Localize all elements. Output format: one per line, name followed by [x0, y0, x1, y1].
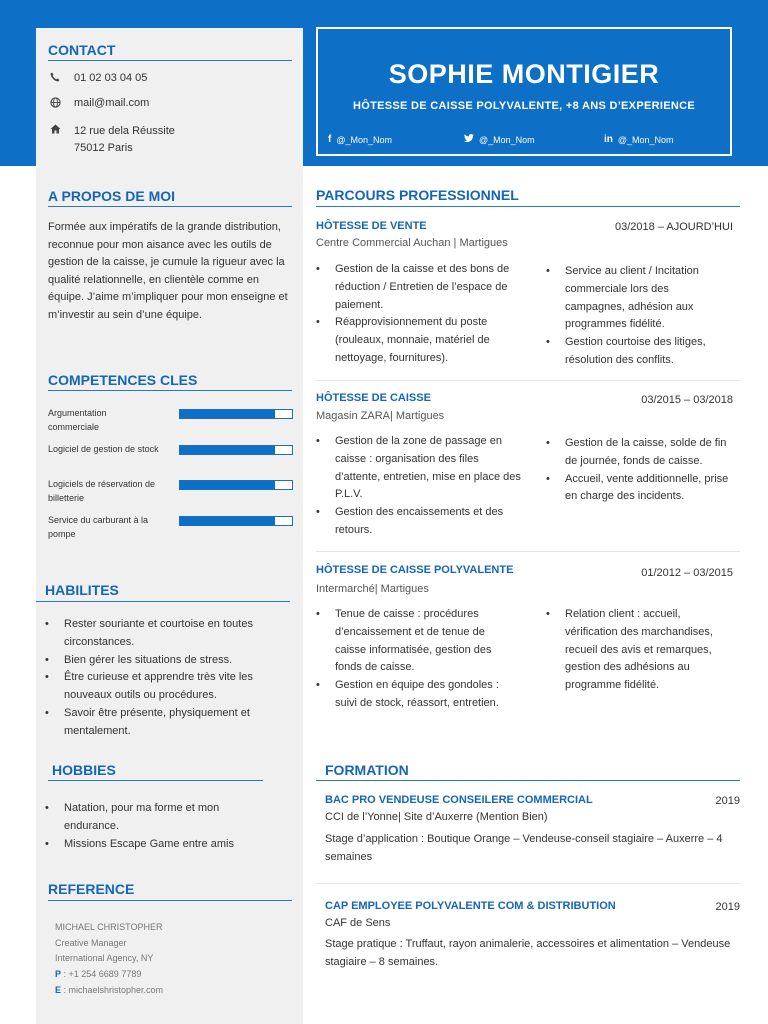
skill-bar-fill: [180, 446, 275, 454]
contact-email[interactable]: [48, 97, 149, 111]
job-title: HÔTESSE DE VENTE: [316, 220, 427, 232]
degree-school: CAF de Sens: [325, 917, 391, 929]
degree-school: CCI de l’Yonne| Site d’Auxerre (Mention Bien): [325, 811, 548, 823]
home-icon: [48, 123, 62, 156]
job-date: 03/2015 – 03/2018: [641, 394, 733, 406]
list-item: • Gestion de la caisse, solde de fin de journée, fonds de caisse.: [546, 435, 738, 471]
list-item: • Être curieuse et apprendre très vite les nouveaux outils ou procédures.: [45, 669, 285, 705]
skill-label: Service du carburant à la pompe: [48, 515, 149, 539]
skill-bar: [179, 445, 293, 455]
job-separator: [316, 380, 740, 381]
twitter-icon: [464, 134, 474, 146]
social-linkedin-label: @_Mon_Nom: [617, 134, 674, 145]
contact-address: [48, 123, 175, 156]
formation-title: FORMATION: [325, 762, 409, 778]
formation-separator: [316, 883, 740, 884]
address-line-2: 75012 Paris: [74, 141, 133, 154]
about-divider: [48, 206, 292, 207]
list-item: • Réapprovisionnement du poste (rouleaux, monnaie, matériel de nettoyage, fournitures).: [316, 314, 526, 367]
reference-divider: [48, 900, 292, 901]
reference-role: Creative Manager: [55, 937, 127, 948]
skill-bar: [179, 516, 293, 526]
contact-email-text: mail@mail.com: [74, 97, 150, 109]
skill-bar-fill: [180, 517, 275, 525]
skill-bar-fill: [180, 410, 275, 418]
reference-phone[interactable]: P : +1 254 6689 7789: [55, 969, 142, 980]
hobbies-divider: [48, 780, 263, 781]
list-item: • Gestion de la caisse et des bons de réduction / Entretien de l’espace de paiement.: [316, 261, 526, 314]
list-item: • Natation, pour ma forme et mon endurance.: [45, 800, 265, 836]
full-name: SOPHIE MONTIGIER: [388, 59, 660, 89]
job-date: 03/2018 – AJOURD’HUI: [615, 221, 733, 233]
skills-divider: [48, 390, 292, 391]
about-title: A PROPOS DE MOI: [48, 188, 176, 204]
phone-icon: [48, 72, 62, 85]
degree-year: 2019: [715, 901, 740, 913]
contact-divider: [48, 60, 292, 61]
job-headline: HÔTESSE DE CAISSE POLYVALENTE, +8 ANS D’EXPERIENCE: [353, 100, 695, 112]
list-item: • Gestion des encaissements et des retours.: [316, 504, 521, 540]
list-item: • Accueil, vente additionnelle, prise en charge des incidents.: [546, 471, 738, 507]
degree-title: CAP EMPLOYEE POLYVALENTE COM & DISTRIBUTION: [325, 900, 616, 912]
experience-title: PARCOURS PROFESSIONNEL: [316, 187, 519, 203]
reference-name: MICHAEL CHRISTOPHER: [55, 922, 163, 932]
list-item: • Savoir être présente, physiquement et mentalement.: [45, 705, 285, 741]
list-item: • Rester souriante et courtoise en toutes circonstances.: [45, 616, 285, 652]
social-twitter[interactable]: [464, 134, 535, 146]
job-separator: [316, 551, 740, 552]
skill-bar: [179, 480, 293, 490]
list-item: • Missions Escape Game entre amis: [45, 836, 265, 854]
linkedin-icon: in: [604, 134, 613, 145]
hobbies-title: HOBBIES: [52, 762, 116, 778]
social-linkedin[interactable]: [604, 134, 674, 145]
skill-label: Logiciels de réservation de billetterie: [48, 479, 156, 503]
list-item: • Gestion courtoise des litiges, résolution des conflits.: [546, 334, 724, 370]
list-item: • Gestion en équipe des gondoles : suivi de stock, réassort, entretien.: [316, 677, 516, 713]
degree-year: 2019: [715, 795, 740, 807]
contact-phone-text: 01 02 03 04 05: [74, 72, 148, 84]
job-tasks-right: [546, 606, 736, 695]
address-line-1: 12 rue dela Réussite: [74, 125, 175, 137]
skills-title: COMPETENCES CLES: [48, 372, 198, 388]
degree-title: BAC PRO VENDEUSE CONSEILERE COMMERCIAL: [325, 794, 593, 806]
job-tasks-left: [316, 261, 526, 368]
reference-email[interactable]: E : michaelshristopher.com: [55, 984, 164, 995]
hobbies-list: [45, 800, 265, 853]
degree-description: Stage d’application : Boutique Orange – Vendeuse-conseil stagiaire – Auxerre – 4 semaines: [325, 833, 723, 863]
skill-label: Argumentation commerciale: [48, 408, 107, 432]
habilites-title: HABILITES: [45, 582, 119, 598]
reference-block: [55, 920, 163, 999]
contact-title: CONTACT: [48, 42, 116, 58]
job-company: Magasin ZARA| Martigues: [316, 410, 445, 422]
header-box: [316, 27, 732, 156]
social-twitter-label: @_Mon_Nom: [479, 135, 535, 145]
job-tasks-left: [316, 606, 516, 713]
list-item: • Tenue de caisse : procédures d’encaissement et de tenue de caisse informatisée, gestion des fonds de caisse.: [316, 606, 516, 677]
job-date: 01/2012 – 03/2015: [641, 567, 733, 579]
job-company: Centre Commercial Auchan | Martigues: [316, 237, 508, 249]
list-item: • Service au client / Incitation commerciale lors des campagnes, adhésion aux programmes fidélité.: [546, 263, 724, 334]
contact-phone[interactable]: [48, 72, 147, 85]
job-tasks-right: [546, 263, 724, 370]
degree-description: Stage pratique : Truffaut, rayon animalerie, accessoires et alimentation – Vendeuse stagiaire – 8 semaines.: [325, 938, 731, 968]
experience-divider: [316, 206, 740, 207]
list-item: • Gestion de la zone de passage en caisse : organisation des files d’attente, entretien, mise en place des P.L.V.: [316, 433, 521, 504]
facebook-icon: f: [328, 134, 332, 145]
job-tasks-left: [316, 433, 521, 540]
job-title: HÔTESSE DE CAISSE POLYVALENTE: [316, 564, 514, 576]
skill-bar: [179, 409, 293, 419]
formation-divider: [316, 780, 740, 781]
job-title: HÔTESSE DE CAISSE: [316, 392, 431, 404]
habilites-divider: [36, 601, 290, 602]
skill-bar-fill: [180, 481, 275, 489]
about-text: Formée aux impératifs de la grande distribution, reconnue pour mon aisance avec les outils de gestion de la caisse, je cumule la rigueur avec la qualité relationnelle, en clientèle comme en équipe. J’aime m’impliquer pour mon enseigne et m’investir au sein d’une équipe.: [48, 221, 288, 321]
social-facebook-label: @_Mon_Nom: [336, 134, 393, 145]
reference-company: International Agency, NY: [55, 953, 154, 964]
list-item: • Bien gérer les situations de stress.: [45, 652, 285, 670]
job-company: Intermarché| Martigues: [316, 583, 429, 595]
skill-label: Logiciel de gestion de stock: [48, 444, 159, 454]
habilites-list: [45, 616, 285, 741]
social-facebook[interactable]: [328, 134, 392, 145]
job-tasks-right: [546, 435, 738, 506]
reference-title: REFERENCE: [48, 881, 135, 897]
list-item: • Relation client : accueil, vérification des marchandises, recueil des avis et remarques, gestion des adhésions au programme fidélité.: [546, 606, 736, 695]
globe-icon: [48, 97, 62, 111]
